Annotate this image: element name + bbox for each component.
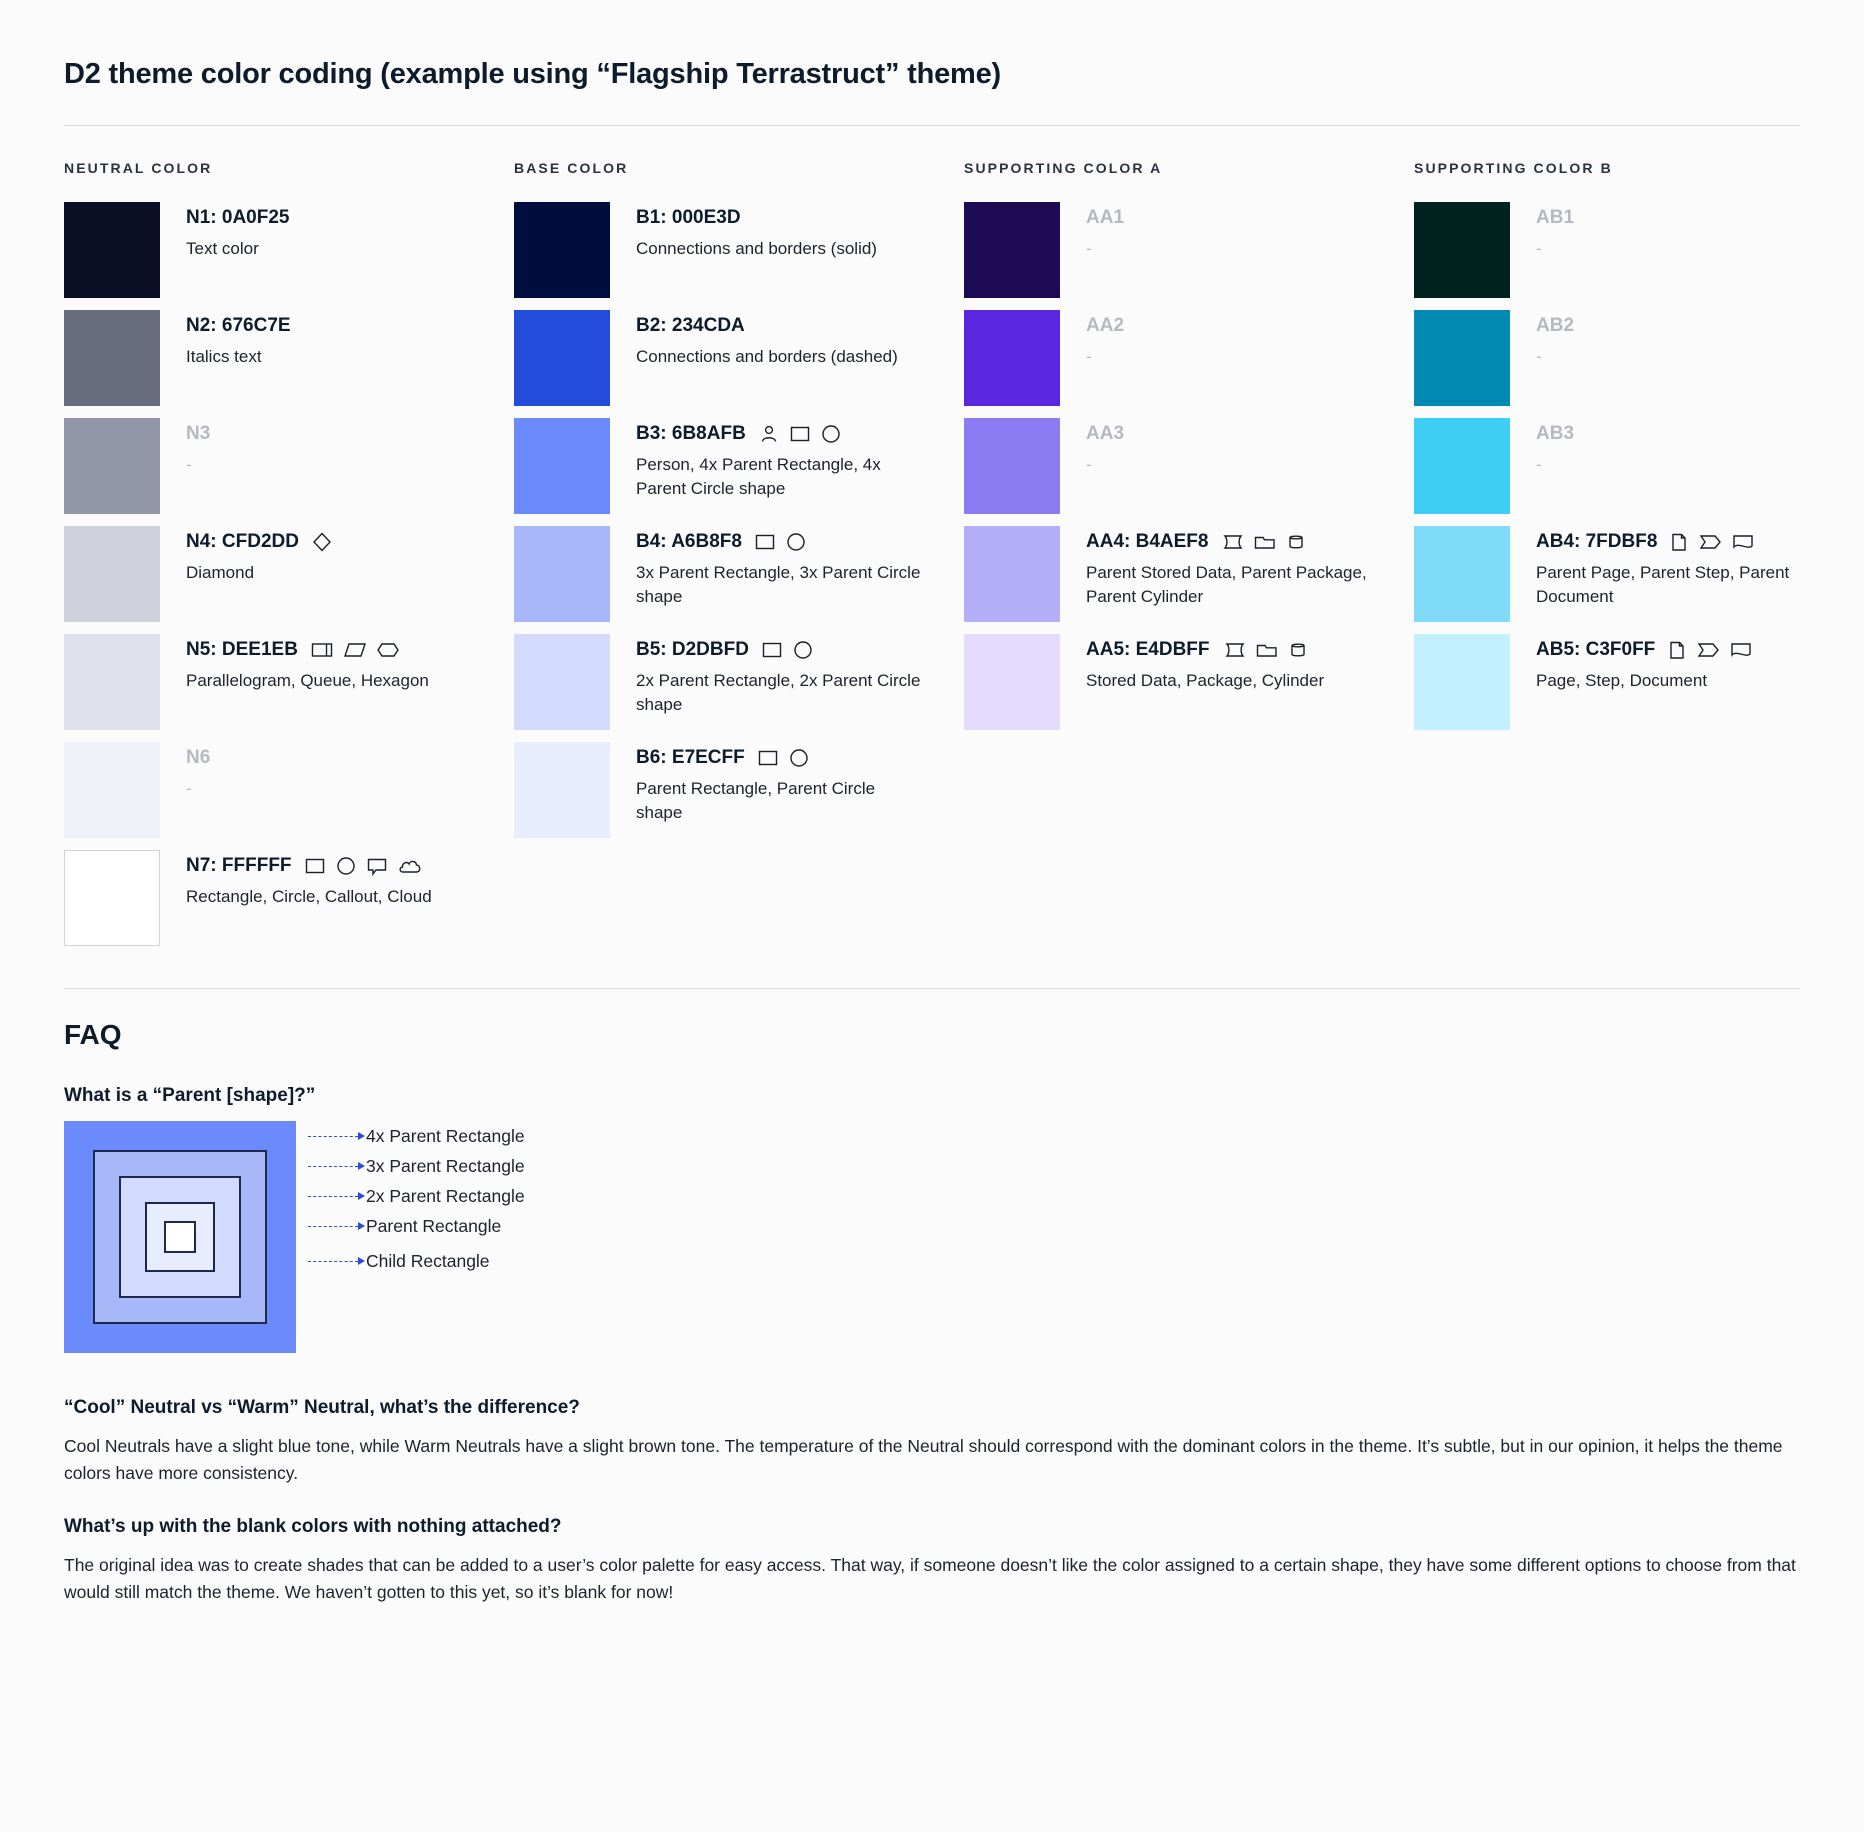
swatch-label [1086,206,1414,230]
swatch-label [1086,314,1414,338]
swatch-row [514,418,964,514]
shape-icon-group [758,423,842,445]
rectangle-icon [789,423,811,445]
swatch-row [64,310,514,406]
swatch-label [186,638,514,662]
shape-icon-group [311,531,333,553]
swatch-code: AB5: C3F0FF [1536,639,1656,660]
package-icon [1255,639,1279,661]
faq-heading: FAQ [64,1019,122,1050]
swatch-code: AB1 [1536,207,1575,228]
swatch-text [1510,526,1864,609]
swatch-label [1086,530,1414,554]
swatch-description: Connections and borders (dashed) [636,346,898,366]
column-heading: SUPPORTING COLOR B [1414,160,1613,176]
title-divider [64,125,1800,126]
color-swatch [1414,526,1510,622]
swatch-row [64,418,514,514]
swatch-description: Text color [186,238,259,258]
color-swatch [964,202,1060,298]
swatch-row [64,202,514,298]
swatch-text [1060,634,1414,693]
diamond-icon [311,531,333,553]
swatch-text [1510,634,1864,693]
shape-icon-group [754,531,807,553]
swatch-text [160,202,514,261]
swatch-description: Rectangle, Circle, Callout, Cloud [186,886,432,906]
column-heading: NEUTRAL COLOR [64,160,213,176]
color-swatch [964,418,1060,514]
nest-label-3: Parent Rectangle [366,1216,502,1236]
rectangle-icon [757,747,779,769]
swatch-code: AB4: 7FDBF8 [1536,531,1658,552]
swatch-description: - [1086,454,1092,474]
swatch-text [1060,418,1414,477]
swatch-row [964,634,1414,730]
swatch-code: AB3 [1536,423,1575,444]
swatch-code: AA4: B4AEF8 [1086,531,1209,552]
faq-question-1: What is a “Parent [shape]?” [64,1085,316,1106]
nest-label-1: 3x Parent Rectangle [366,1156,525,1176]
swatch-code: N1: 0A0F25 [186,207,290,228]
swatch-label [186,206,514,230]
faq-divider [64,988,1800,989]
swatch-text [1060,202,1414,261]
swatch-row [1414,310,1864,406]
page-title: D2 theme color coding (example using “Flagship Terrastruct” theme) [64,58,1002,90]
circle-icon [335,855,357,877]
nest-label-0: 4x Parent Rectangle [366,1126,525,1146]
swatch-description: - [1536,238,1542,258]
cylinder-icon [1286,531,1306,553]
circle-icon [820,423,842,445]
swatch-text [610,310,964,369]
faq-question-3: What’s up with the blank colors with nothing attached? [64,1516,562,1538]
swatch-label [636,206,964,230]
swatch-text [610,634,964,717]
swatch-label [186,530,514,554]
swatch-label [1086,638,1414,662]
color-swatch [1414,634,1510,730]
swatch-label [1536,530,1864,554]
cloud-icon [397,855,423,877]
circle-icon [785,531,807,553]
swatch-code: N3 [186,423,211,444]
swatch-row [514,310,964,406]
swatch-code: AA3 [1086,423,1125,444]
swatch-row [1414,634,1864,730]
color-swatch [64,418,160,514]
color-swatch [964,310,1060,406]
color-columns [64,160,1800,958]
swatch-code: N7: FFFFFF [186,855,292,876]
shape-icon-group [757,747,810,769]
color-swatch [964,634,1060,730]
swatch-row [64,526,514,622]
shape-icon-group [1669,531,1755,553]
swatch-text [610,526,964,609]
swatch-code: AA5: E4DBFF [1086,639,1210,660]
swatch-row [64,742,514,838]
parallelogram-icon [343,639,367,661]
swatch-row [514,202,964,298]
rectangle-icon [754,531,776,553]
faq-question-2: “Cool” Neutral vs “Warm” Neutral, what’s the difference? [64,1397,580,1418]
color-column-3 [1414,160,1864,958]
swatch-description: Parent Rectangle, Parent Circle shape [636,778,876,822]
color-swatch [64,850,160,946]
swatch-description: Person, 4x Parent Rectangle, 4x Parent Circle shape [636,454,881,498]
swatch-code: B6: E7ECFF [636,747,745,768]
swatch-text [610,742,964,825]
swatch-text [1510,202,1864,261]
swatch-description: Page, Step, Document [1536,670,1708,690]
swatch-row [1414,526,1864,622]
color-swatch [514,310,610,406]
swatch-label [636,530,964,554]
hexagon-icon [376,639,400,661]
nested-rectangles [64,1121,296,1353]
swatch-text [160,418,514,477]
swatch-code: N5: DEE1EB [186,639,298,660]
swatch-text [1510,310,1864,369]
color-swatch [64,742,160,838]
nest-level-0 [164,1221,196,1253]
color-swatch [514,634,610,730]
swatch-label [636,314,964,338]
shape-icon-group [1222,639,1308,661]
color-swatch [64,310,160,406]
callout-icon [366,855,388,877]
swatch-description: Parallelogram, Queue, Hexagon [186,670,429,690]
swatch-text [1510,418,1864,477]
circle-icon [788,747,810,769]
storeddata-icon [1220,531,1244,553]
swatch-description: - [1536,346,1542,366]
swatch-row [64,634,514,730]
swatch-label [1086,422,1414,446]
swatch-description: 2x Parent Rectangle, 2x Parent Circle shape [636,670,921,714]
faq-answer-3: The original idea was to create shades that can be added to a user’s color palette for easy access. That way, if someone doesn’t like the color assigned to a certain shape, they have some different options to choose from that would still match the theme. We haven’t gotten to this yet, so it’s blank for now! [64,1555,1796,1602]
circle-icon [792,639,814,661]
column-heading: BASE COLOR [514,160,629,176]
swatch-description: Diamond [186,562,255,582]
swatch-description: Parent Page, Parent Step, Parent Document [1536,562,1790,606]
nest-label-list [308,1121,728,1353]
shape-icon-group [1667,639,1753,661]
swatch-label [186,746,514,770]
swatch-label [1536,638,1864,662]
swatch-label [186,854,514,878]
swatch-code: AA1 [1086,207,1125,228]
color-column-1 [514,160,964,958]
swatch-text [1060,310,1414,369]
color-column-2 [964,160,1414,958]
swatch-text [1060,526,1414,609]
swatch-description: - [1086,346,1092,366]
swatch-row [964,526,1414,622]
rectangle-icon [761,639,783,661]
swatch-row [514,526,964,622]
shape-icon-group [761,639,814,661]
color-swatch [514,418,610,514]
swatch-description: Italics text [186,346,262,366]
swatch-label [1536,206,1864,230]
swatch-code: B2: 234CDA [636,315,745,336]
swatch-description: Parent Stored Data, Parent Package, Parent Cylinder [1086,562,1367,606]
storeddata-icon [1222,639,1246,661]
swatch-text [160,634,514,693]
color-swatch [514,742,610,838]
swatch-row [964,310,1414,406]
swatch-code: B4: A6B8F8 [636,531,742,552]
swatch-text [610,418,964,501]
swatch-code: AA2 [1086,315,1125,336]
swatch-row [514,634,964,730]
swatch-row [964,418,1414,514]
document-icon [1729,639,1753,661]
swatch-code: N4: CFD2DD [186,531,299,552]
swatch-code: B5: D2DBFD [636,639,749,660]
cylinder-icon [1288,639,1308,661]
step-icon [1698,531,1722,553]
swatch-label [636,422,964,446]
step-icon [1696,639,1720,661]
swatch-row [1414,202,1864,298]
rectangle-icon [304,855,326,877]
swatch-description: - [1086,238,1092,258]
swatch-code: N6 [186,747,211,768]
color-swatch [1414,310,1510,406]
person-icon [758,423,780,445]
page-icon [1667,639,1687,661]
swatch-row [1414,418,1864,514]
color-swatch [964,526,1060,622]
swatch-description: - [1536,454,1542,474]
document-icon [1731,531,1755,553]
color-swatch [64,634,160,730]
color-swatch [514,526,610,622]
color-swatch [64,526,160,622]
swatch-label [186,422,514,446]
nest-label-4: Child Rectangle [366,1251,490,1271]
swatch-code: N2: 676C7E [186,315,291,336]
swatch-row [64,850,514,946]
shape-icon-group [1220,531,1306,553]
swatch-text [160,742,514,801]
color-swatch [1414,418,1510,514]
color-swatch [64,202,160,298]
swatch-description: Stored Data, Package, Cylinder [1086,670,1325,690]
swatch-description: - [186,778,192,798]
parent-shape-diagram [64,1121,1800,1353]
swatch-code: AB2 [1536,315,1575,336]
shape-icon-group [304,855,423,877]
color-swatch [514,202,610,298]
swatch-code: B1: 000E3D [636,207,741,228]
swatch-text [160,850,514,909]
swatch-code: B3: 6B8AFB [636,423,746,444]
swatch-description: - [186,454,192,474]
color-column-0 [64,160,514,958]
swatch-label [636,746,964,770]
swatch-label [636,638,964,662]
shape-icon-group [310,639,400,661]
swatch-description: Connections and borders (solid) [636,238,877,258]
swatch-row [964,202,1414,298]
swatch-description: 3x Parent Rectangle, 3x Parent Circle shape [636,562,921,606]
page-icon [1669,531,1689,553]
column-heading: SUPPORTING COLOR A [964,160,1163,176]
swatch-text [610,202,964,261]
swatch-text [160,310,514,369]
swatch-text [160,526,514,585]
faq-answer-2: Cool Neutrals have a slight blue tone, while Warm Neutrals have a slight brown tone. The temperature of the Neutral should correspond with the dominant colors in the theme. It’s subtle, but in our opinion, it helps the theme colors have more consistency. [64,1436,1783,1483]
swatch-label [1536,422,1864,446]
nest-label-2: 2x Parent Rectangle [366,1186,525,1206]
swatch-label [186,314,514,338]
swatch-label [1536,314,1864,338]
package-icon [1253,531,1277,553]
color-swatch [1414,202,1510,298]
queue-icon [310,639,334,661]
swatch-row [514,742,964,838]
